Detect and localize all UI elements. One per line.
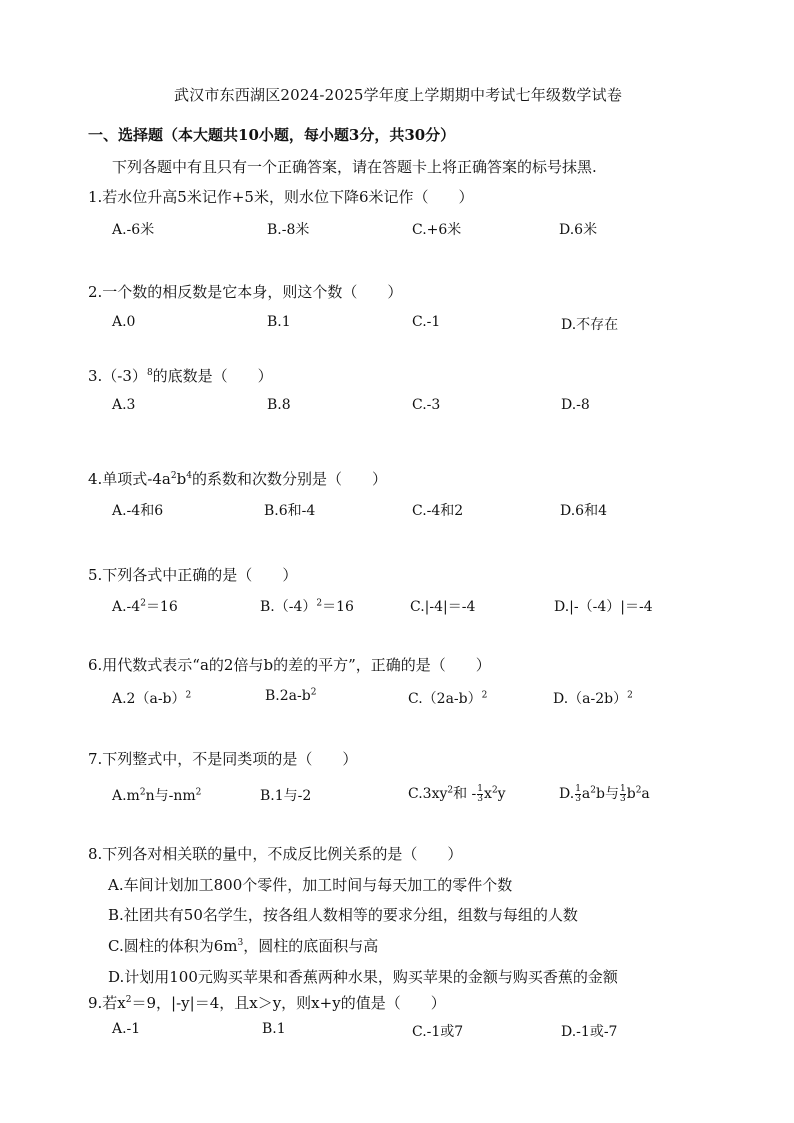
question-1-option-b: B.-8米 (267, 222, 310, 238)
question-9-option-d: D.-1或-7 (561, 1024, 618, 1040)
question-3-option-a: A.3 (112, 397, 136, 413)
question-1-option-d: D.6米 (559, 222, 598, 238)
question-4-option-d: D.6和4 (560, 503, 607, 519)
question-4-stem: 4.单项式$-4a^2b^4$的系数和次数分别是（ ） (88, 470, 387, 488)
question-3-option-d: D.-8 (561, 397, 590, 413)
question-9-option-a: A.-1 (112, 1021, 141, 1037)
question-5-option-b: $B.(-4)^2=16$ (260, 598, 354, 615)
question-5-option-c: C.|-4|＝-4 (410, 599, 476, 615)
question-2-option-a: A.0 (112, 314, 136, 330)
question-7-option-c: $C.3xy^2$和 - $\frac{1}{3}$ $x^2y$ (408, 783, 506, 804)
fraction-one-third: $\frac{1}{3}$ (575, 783, 581, 804)
question-3-option-c: C.-3 (412, 397, 441, 413)
question-9-stem: 9.若$x^2=9$，|-y|＝4，且x＞y，则x+y的值是（ ） (88, 994, 446, 1012)
question-5-stem: 5.下列各式中正确的是（ ） (88, 566, 298, 584)
question-6-option-d: $D.(a-2b)^2$ (553, 690, 633, 707)
question-8-option-a: A.车间计划加工800个零件，加工时间与每天加工的零件个数 (108, 876, 513, 894)
question-6-option-b: $B.2a-b^2$ (265, 687, 317, 704)
question-8-option-b: B.社团共有50名学生，按各组人数相等的要求分组，组数与每组的人数 (108, 906, 578, 924)
question-4-option-b: B.6和-4 (264, 503, 316, 519)
question-9-option-b: B.1 (262, 1021, 286, 1037)
fraction-one-third: $\frac{1}{3}$ (619, 783, 626, 804)
question-3-option-b: B.8 (267, 397, 291, 413)
question-4-option-a: A.-4和6 (112, 503, 164, 519)
question-4-option-c: C.-4和2 (412, 503, 464, 519)
question-6-stem: 6.用代数式表示“a的2倍与b的差的平方”，正确的是（ ） (88, 656, 491, 674)
question-5-option-d: D.|-（-4）|＝-4 (554, 599, 653, 615)
section-heading: 一、选择题（本大题共10小题，每小题3分，共30分） (88, 126, 456, 144)
exam-title: 武汉市东西湖区2024-2025学年度上学期期中考试七年级数学试卷 (174, 86, 623, 104)
question-7-option-b: B.1与-2 (260, 788, 312, 804)
question-1-stem: 1.若水位升高5米记作+5米，则水位下降6米记作（ ） (88, 188, 474, 206)
question-7-stem: 7.下列整式中，不是同类项的是（ ） (88, 750, 358, 768)
question-2-option-b: B.1 (267, 314, 291, 330)
question-3-stem: $3.(-3)^8$的底数是（ ） (88, 367, 273, 385)
question-2-option-c: C.-1 (412, 314, 441, 330)
question-9-option-c: C.-1或7 (412, 1024, 464, 1040)
question-1-option-a: A.-6米 (112, 222, 155, 238)
question-8-stem: 8.下列各对相关联的量中，不成反比例关系的是（ ） (88, 845, 463, 863)
question-8-option-d: D.计划用100元购买苹果和香蕉两种水果，购买苹果的金额与购买香蕉的金额 (108, 968, 618, 986)
question-7-option-a: $A.m^2n$与$-nm^2$ (112, 787, 202, 804)
section-instruction: 下列各题中有且只有一个正确答案，请在答题卡上将正确答案的标号抹黑. (112, 158, 597, 176)
question-2-stem: 2.一个数的相反数是它本身，则这个数（ ） (88, 283, 403, 301)
question-1-option-c: C.+6米 (412, 222, 462, 238)
question-5-option-a: $A.-4^2=16$ (112, 598, 178, 615)
question-6-option-a: $A.2(a-b)^2$ (112, 690, 192, 707)
question-8-option-c: C.圆柱的体积为$6m^3$，圆柱的底面积与高 (108, 937, 379, 955)
fraction-one-third: $\frac{1}{3}$ (477, 783, 484, 804)
question-2-option-d: D.不存在 (561, 317, 619, 333)
question-7-option-d: D. $\frac{1}{3}$ $a^2b$与 $\frac{1}{3}$ $b^2a$ (559, 783, 650, 804)
question-6-option-c: $C.(2a-b)^2$ (408, 690, 488, 707)
